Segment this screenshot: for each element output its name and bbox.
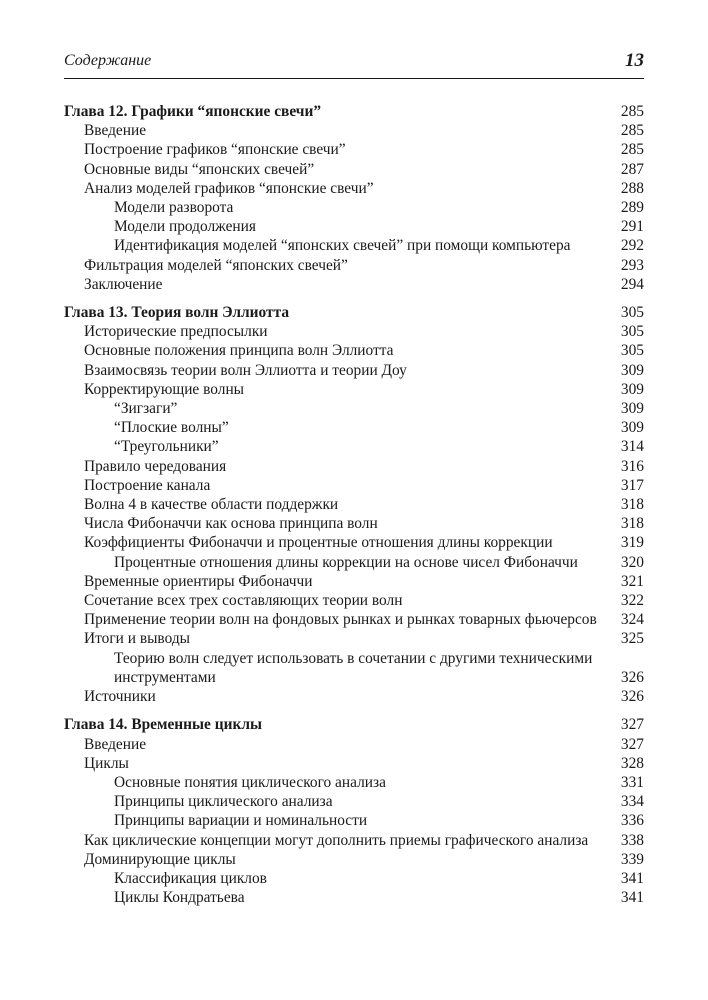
entry-page: 321 [620,572,644,590]
toc-section [64,629,644,648]
entry-page: 327 [620,735,644,753]
entry-page: 288 [620,179,644,197]
toc-section [64,160,644,179]
toc-section [64,457,644,476]
entry-title: Классификация циклов [114,869,267,887]
toc-section [64,533,644,552]
chapter-heading [64,715,644,734]
entry-page: 338 [620,831,644,849]
entry-page: 325 [620,630,644,648]
toc-section [64,735,644,754]
page-number: 13 [625,50,644,71]
entry-page: 320 [620,553,644,571]
toc-subsection [64,811,644,830]
toc-subsection [64,649,644,687]
toc-subsection [64,437,644,456]
toc-section [64,256,644,275]
entry-page: 314 [620,438,644,456]
entry-title: Временные ориентиры Фибоначчи [84,572,313,590]
toc-section [64,754,644,773]
entry-title: Сочетание всех трех составляющих теории волн [84,592,403,610]
entry-title: Построение графиков “японские свечи” [84,141,346,159]
entry-title: Основные виды “японских свечей” [84,160,315,178]
entry-title: Волна 4 в качестве области поддержки [84,496,339,514]
entry-page: 309 [620,361,644,379]
toc-subsection [64,418,644,437]
entry-page: 292 [620,237,644,255]
entry-page: 319 [620,534,644,552]
toc-subsection [64,198,644,217]
entry-title: Источники [84,688,156,706]
entry-page: 336 [620,812,644,830]
entry-page: 287 [620,160,644,178]
entry-title: Анализ моделей графиков “японские свечи” [84,179,374,197]
entry-page: 293 [620,256,644,274]
toc-section [64,572,644,591]
entry-title: Построение канала [84,476,211,494]
chapter-title: Глава 13. Теория волн Эллиотта [64,304,290,322]
entry-title: Взаимосвязь теории волн Эллиотта и теории Доу [84,361,407,379]
toc-section [64,380,644,399]
entry-title: “Плоские волны” [114,419,229,437]
toc-section [64,476,644,495]
entry-title: Исторические предпосылки [84,323,268,341]
entry-page: 285 [620,122,644,140]
entry-page: 334 [620,793,644,811]
toc-subsection [64,888,644,907]
entry-title: Введение [84,122,147,140]
entry-title: Введение [84,735,147,753]
toc-section [64,514,644,533]
toc-section [64,610,644,629]
entry-title: Заключение [84,275,163,293]
toc-section [64,687,644,706]
toc-section [64,361,644,380]
entry-title: Доминирующие циклы [84,850,236,868]
toc-subsection [64,869,644,888]
chapter-page: 305 [620,304,644,322]
toc-subsection [64,792,644,811]
toc-subsection [64,399,644,418]
toc-section [64,275,644,294]
chapter-title: Глава 14. Временные циклы [64,716,262,734]
chapter-heading [64,102,644,121]
running-title: Содержание [64,52,152,69]
entry-page: 285 [620,141,644,159]
entry-title: “Зигзаги” [114,400,178,418]
entry-page: 294 [620,275,644,293]
entry-title: Коэффициенты Фибоначчи и процентные отношения длины коррекции [84,534,553,552]
entry-title: Идентификация моделей “японских свечей” при помощи компьютера [114,237,571,255]
entry-title: Основные понятия циклического анализа [114,773,386,791]
entry-title: Применение теории волн на фондовых рынках и рынках товарных фьючерсов [84,611,597,629]
chapter-block [64,102,644,294]
entry-page: 318 [620,496,644,514]
toc-section [64,322,644,341]
entry-page: 317 [620,476,644,494]
entry-page: 309 [620,380,644,398]
chapter-page: 327 [620,716,644,734]
chapter-block [64,715,644,907]
entry-page: 326 [620,668,644,686]
entry-title: Принципы циклического анализа [114,793,333,811]
entry-page: 331 [620,773,644,791]
toc-section [64,121,644,140]
chapter-block [64,303,644,706]
entry-title: Числа Фибоначчи как основа принципа волн [84,515,378,533]
entry-page: 316 [620,457,644,475]
toc-subsection [64,773,644,792]
entry-page: 305 [620,323,644,341]
entry-page: 328 [620,754,644,772]
entry-title: Итоги и выводы [84,630,191,648]
toc-subsection [64,217,644,236]
toc-section [64,831,644,850]
toc-section [64,591,644,610]
entry-page: 341 [620,889,644,907]
toc-section [64,495,644,514]
toc-section [64,850,644,869]
entry-title: Принципы вариации и номинальности [114,812,368,830]
entry-title: Циклы [84,754,129,772]
toc-section [64,179,644,198]
entry-page: 341 [620,869,644,887]
chapter-heading [64,303,644,322]
entry-title: Процентные отношения длины коррекции на основе чисел Фибоначчи [114,553,578,571]
entry-title: Модели разворота [114,199,234,217]
entry-page: 289 [620,199,644,217]
entry-title: Как циклические концепции могут дополнить приемы графического анализа [84,831,589,849]
entry-page: 318 [620,515,644,533]
entry-title: Правило чередования [84,457,227,475]
table-of-contents [64,102,644,916]
chapter-title: Глава 12. Графики “японские свечи” [64,103,322,120]
entry-page: 309 [620,419,644,437]
entry-title: Циклы Кондратьева [114,889,245,907]
entry-page: 326 [620,688,644,706]
chapter-page: 285 [620,103,644,120]
toc-section [64,140,644,159]
entry-page: 309 [620,400,644,418]
entry-page: 305 [620,342,644,360]
entry-page: 291 [620,218,644,236]
toc-subsection [64,236,644,255]
running-header [64,52,644,79]
entry-page: 324 [620,611,644,629]
entry-title: Основные положения принципа волн Эллиотта [84,342,394,360]
entry-title: Фильтрация моделей “японских свечей” [84,256,348,274]
entry-title: Модели продолжения [114,218,256,236]
toc-section [64,341,644,360]
entry-title: Корректирующие волны [84,380,245,398]
entry-title: Теорию волн следует использовать в сочетании с другими техническими инструментами [114,649,593,686]
entry-page: 322 [620,592,644,610]
entry-page: 339 [620,850,644,868]
toc-subsection [64,553,644,572]
entry-title: “Треугольники” [114,438,219,456]
